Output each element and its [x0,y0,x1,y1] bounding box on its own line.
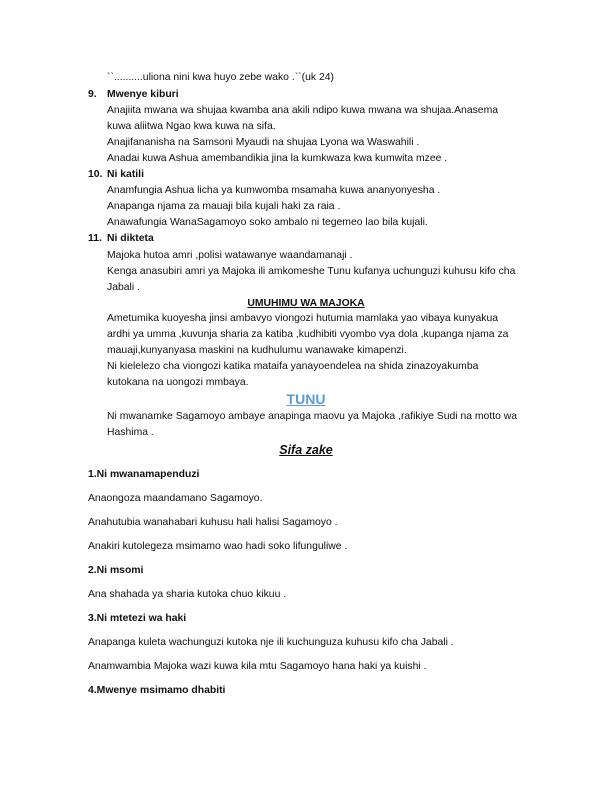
item-line: Kenga anasubiri amri ya Majoka ili amkomeshe Tunu kufanya uchunguzi kuhusu kifo cha [107,266,516,277]
item-number: 9. [88,89,97,100]
sifa-line: Ana shahada ya sharia kutoka chuo kikuu . [88,589,287,600]
item-line: Anapanga njama za mauaji bila kujali haki za raia . [107,201,341,212]
item-title: Mwenye kiburi [107,89,179,100]
sifa-title: 4.Mwenye msimamo dhabiti [88,685,226,696]
tunu-line: Hashima . [107,427,154,438]
item-line: Anajifananisha na Samsoni Myaudi na shujaa Lyona wa Waswahili . [107,137,420,148]
item-line: Anamfungia Ashua licha ya kumwomba msamaha kuwa ananyonyesha . [107,185,441,196]
sifa-line: Anamwambia Majoka wazi kuwa kila mtu Sagamoyo hana haki ya kuishi . [88,661,427,672]
umuhimu-heading: UMUHIMU WA MAJOKA [247,298,365,309]
sifa-heading: Sifa zake [279,443,333,457]
sifa-title: 1.Ni mwanamapenduzi [88,469,200,480]
item-line: Majoka hutoa amri ,polisi watawanye waandamanaji . [107,250,353,261]
item-line: Anawafungia WanaSagamoyo soko ambalo ni tegemeo lao bila kujali. [107,217,428,228]
umuhimu-line: Ni kielelezo cha viongozi katika mataifa yanayoendelea na shida zinazoyakumba [107,361,479,372]
tunu-line: Ni mwanamke Sagamoyo ambaye anapinga maovu ya Majoka ,rafikiye Sudi na motto wa [107,411,518,422]
sifa-line: Anakiri kutolegeza msimamo wao hadi soko lifunguliwe . [88,541,348,552]
sifa-line: Anapanga kuleta wachunguzi kutoka nje ili kuchunguza kuhusu kifo cha Jabali . [88,637,454,648]
quote-line: ``..........uliona nini kwa huyo zebe wako .``(uk 24) [107,72,334,83]
umuhimu-line: kutokana na uongozi mmbaya. [107,377,249,388]
item-title: Ni dikteta [107,233,154,244]
umuhimu-line: mauaji,kunyanyasa maskini na kudhulumu wanawake kimapenzi. [107,345,407,356]
item-number: 10. [88,169,103,180]
item-line: Anadai kuwa Ashua amembandikia jina la kumkwaza kwa kumwita mzee . [107,153,448,164]
item-line: Jabali . [107,282,140,293]
tunu-heading: TUNU [286,391,326,407]
item-title: Ni katili [107,169,144,180]
sifa-line: Anaongoza maandamano Sagamoyo. [88,493,263,504]
item-line: kuwa aliitwa Ngao kwa kuwa na sifa. [107,121,276,132]
item-line: Anajiita mwana wa shujaa kwamba ana akili ndipo kuwa mwana wa shujaa.Anasema [107,105,499,116]
sifa-title: 3.Ni mtetezi wa haki [88,613,187,624]
umuhimu-line: ardhi ya umma ,kuvunja sharia za katiba ,kudhibiti vyombo vya dola ,kupanga njama za [107,329,509,340]
umuhimu-line: Ametumika kuoyesha jinsi ambavyo viongozi hutumia mamlaka yao vibaya kunyakua [107,313,498,324]
sifa-title: 2.Ni msomi [88,565,144,576]
sifa-line: Anahutubia wanahabari kuhusu hali halisi Sagamoyo . [88,517,338,528]
item-number: 11. [88,233,102,244]
